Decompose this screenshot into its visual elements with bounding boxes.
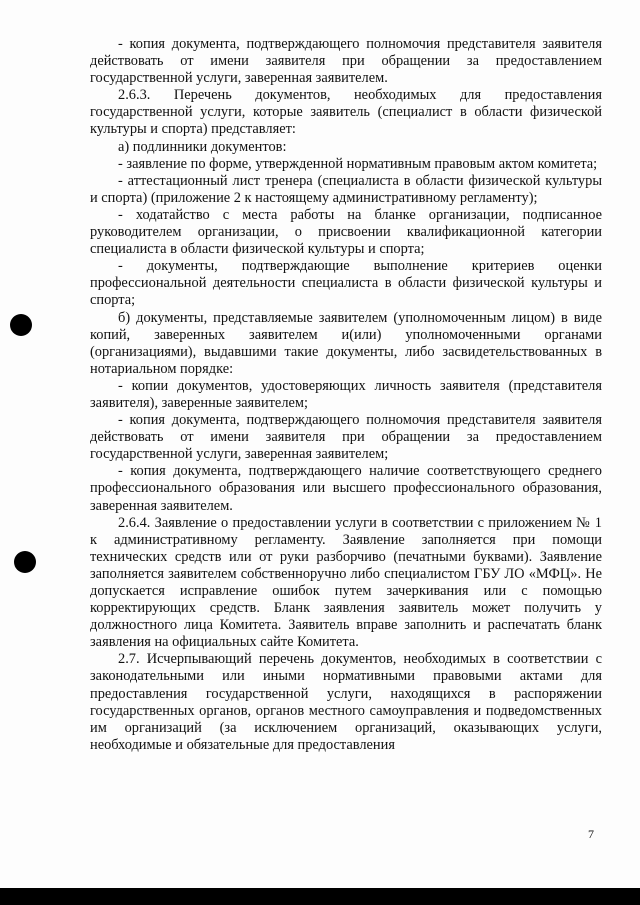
paragraph: - аттестационный лист тренера (специалиста в области физической культуры и спорта) (приложение 2 к настоящему административному регламенту); (90, 172, 602, 206)
scan-edge-band (0, 888, 640, 905)
paragraph: а) подлинники документов: (118, 138, 287, 155)
paragraph: - заявление по форме, утвержденной нормативным правовым актом комитета; (118, 155, 598, 172)
paragraph: 2.6.4. Заявление о предоставлении услуги в соответствии с приложением № 1 к административному регламенту. Заявление заполняется при помощи технических средств или от руки разборчиво (печатными буквами). Заявление заполняется заявителем собственноручно либо специалистом ГБУ ЛО «МФЦ». Не допускается исправление ошибок путем зачеркивания или с помощью корректирующих средств. Бланк заявления заявитель может получить у должностного лица Комитета. Заявитель вправе заполнить и распечатать бланк заявления на официальных сайте Комитета. (90, 514, 602, 651)
punch-hole-mark (14, 551, 36, 573)
paragraph: - копия документа, подтверждающего полномочия представителя заявителя действовать от имени заявителя при обращении за предоставлением государственной услуги, заверенная заявителем; (90, 412, 602, 463)
paragraph: 2.6.3. Перечень документов, необходимых для предоставления государственной услуги, которые заявитель (специалист в области физической культуры и спорта) представляет: (90, 87, 602, 138)
paragraph: б) документы, представляемые заявителем (уполномоченным лицом) в виде копий, заверенных заявителем и(или) уполномоченными органами (организациями), выдавшими такие документы, либо засвидетельствованных в нотариальном порядке: (90, 309, 602, 377)
punch-hole-mark (10, 314, 32, 336)
paragraph: - ходатайство с места работы на бланке организации, подписанное руководителем организации, о присвоении квалификационной категории специалиста в области физической культуры и спорта; (90, 206, 602, 258)
paragraph: - копии документов, удостоверяющих личность заявителя (представителя заявителя), заверенные заявителем; (90, 377, 602, 411)
paragraph: 2.7. Исчерпывающий перечень документов, необходимых в соответствии с законодательными или иными нормативными правовыми актами для предоставления государственной услуги, находящихся в распоряжении государственных органов, органов местного самоуправления и подведомственных им организаций (за исключением организаций, оказывающих услуги, необходимые и обязательные для предоставления (90, 651, 602, 753)
document-body (90, 36, 602, 754)
page-number: 7 (588, 827, 594, 841)
paragraph: - копия документа, подтверждающего полномочия представителя заявителя действовать от имени заявителя при обращении за предоставлением государственной услуги, заверенная заявителем. (90, 36, 602, 87)
paragraph: - копия документа, подтверждающего наличие соответствующего среднего профессионального образования или высшего профессионального образования, заверенная заявителем. (90, 463, 602, 514)
paragraph: - документы, подтверждающие выполнение критериев оценки профессиональной деятельности специалиста в области физической культуры и спорта; (90, 258, 602, 309)
